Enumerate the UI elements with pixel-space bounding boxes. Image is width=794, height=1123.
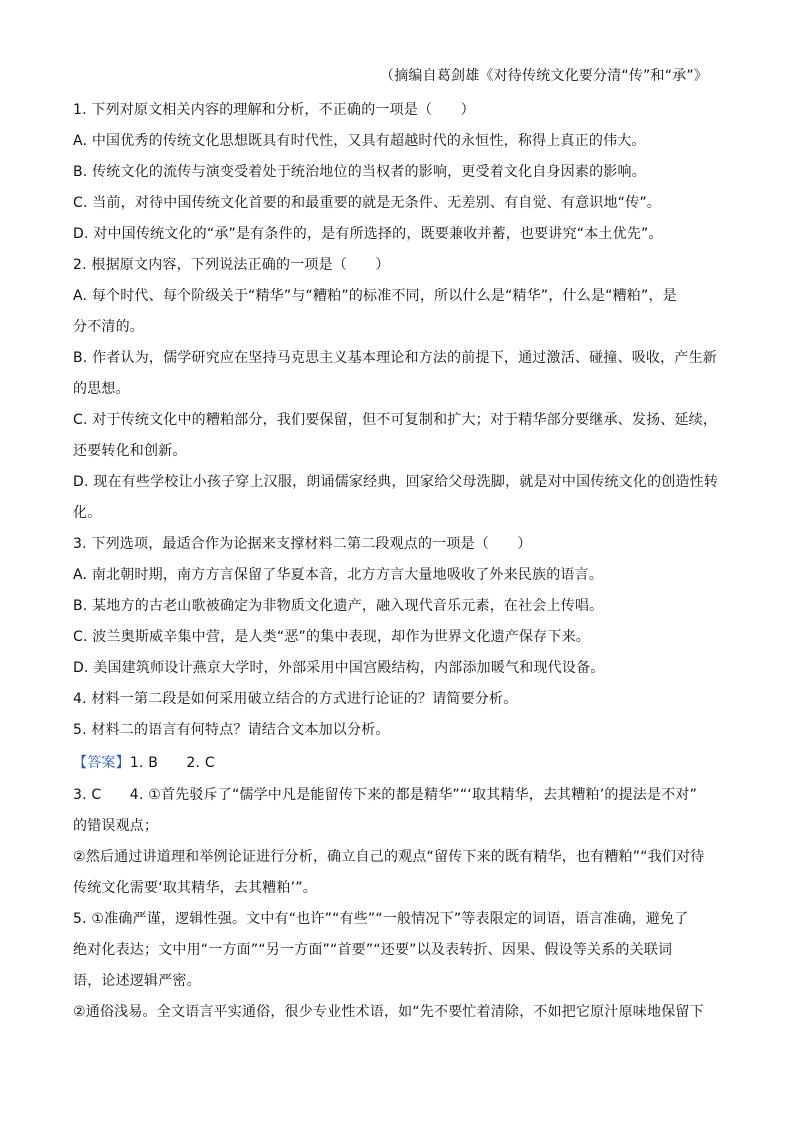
option-2b-line1: B. 作者认为，儒学研究应在坚持马克思主义基本理论和方法的前提下，通过激活、碰撞、吸收，产生新 (73, 350, 717, 366)
question-3: 3. 下列选项，最适合作为论据来支撑材料二第二段观点的一项是（ ） (73, 536, 532, 552)
question-5: 5. 材料二的语言有何特点？请结合文本加以分析。 (73, 722, 390, 738)
option-3d: D. 美国建筑师设计燕京大学时，外部采用中国宫殿结构，内部添加暖气和现代设备。 (73, 660, 605, 676)
answer-4-line2: 的错误观点； (73, 818, 159, 834)
answer-line (73, 753, 723, 773)
option-2c-line2: 还要转化和创新。 (73, 443, 187, 459)
answer-4-line4: 传统文化需要‘取其精华，去其糟粕’”。 (73, 880, 317, 896)
option-2c-line1: C. 对于传统文化中的糟粕部分，我们要保留，但不可复制和扩大；对于精华部分要继承、发扬、延续， (73, 412, 718, 428)
question-4: 4. 材料一第二段是如何采用破立结合的方式进行论证的？请简要分析。 (73, 691, 518, 707)
option-2b-line2: 的思想。 (73, 381, 130, 397)
option-1a: A. 中国优秀的传统文化思想既具有时代性，又具有超越时代的永恒性，称得上真正的伟大。 (73, 133, 646, 149)
option-3b: B. 某地方的古老山歌被确定为非物质文化遗产，融入现代音乐元素，在社会上传唱。 (73, 598, 604, 614)
option-3a: A. 南北朝时期，南方方言保留了华夏本音，北方方言大量地吸收了外来民族的语言。 (73, 567, 604, 583)
answer-5-line1: 5. ①准确严谨，逻辑性强。文中有“也许”“有些”“一般情况下”等表限定的词语，语言准确，避免了 (73, 911, 689, 927)
answer-3-4-line1: 3. C 4. ①首先驳斥了“儒学中凡是能留传下来的都是精华”“‘取其精华，去其糟粕’的提法是不对” (73, 787, 698, 803)
answer-5-line2: 绝对化表达；文中用“一方面”“另一方面”“首要”“还要”以及表转折、因果、假设等关系的关联词 (73, 942, 673, 958)
option-1b: B. 传统文化的流传与演变受着处于统治地位的当权者的影响，更受着文化自身因素的影响。 (73, 164, 646, 180)
answer-4-line3: ②然后通过讲道理和举例论证进行分析，确立自己的观点“留传下来的既有精华，也有糟粕”“我们对待 (73, 849, 705, 865)
answer-5-line3: 语，论述逻辑严密。 (73, 973, 201, 989)
option-1c: C. 当前，对待中国传统文化首要的和最重要的就是无条件、无差别、有自觉、有意识地“传”。 (73, 195, 661, 211)
option-2a-line1: A. 每个时代、每个阶级关于“精华”与“糟粕”的标准不同，所以什么是“精华”，什么是“糟粕”，是 (73, 288, 677, 304)
option-2a-line2: 分不清的。 (73, 319, 144, 335)
option-2d-line2: 化。 (73, 505, 102, 521)
option-1d: D. 对中国传统文化的“承”是有条件的，是有所选择的，既要兼收并蓄，也要讲究“本土优先”。 (73, 226, 663, 242)
answer-text: 1. B 2. C (129, 755, 215, 771)
question-2: 2. 根据原文内容，下列说法正确的一项是（ ） (73, 257, 390, 273)
answer-tag: 【答案】 (73, 755, 130, 771)
option-2d-line1: D. 现在有些学校让小孩子穿上汉服，朗诵儒家经典，回家给父母洗脚，就是对中国传统文化的创造性转 (73, 474, 719, 490)
question-1: 1. 下列对原文相关内容的理解和分析，不正确的一项是（ ） (73, 102, 475, 118)
source-citation: （摘编自葛剑雄《对待传统文化要分清“传”和“承”》 (380, 68, 709, 84)
answer-5-line4: ②通俗浅易。全文语言平实通俗，很少专业性术语，如“先不要忙着清除，不如把它原汁原味地保留下 (73, 1004, 704, 1020)
option-3c: C. 波兰奥斯威辛集中营，是人类“恶”的集中表现，却作为世界文化遗产保存下来。 (73, 629, 590, 645)
